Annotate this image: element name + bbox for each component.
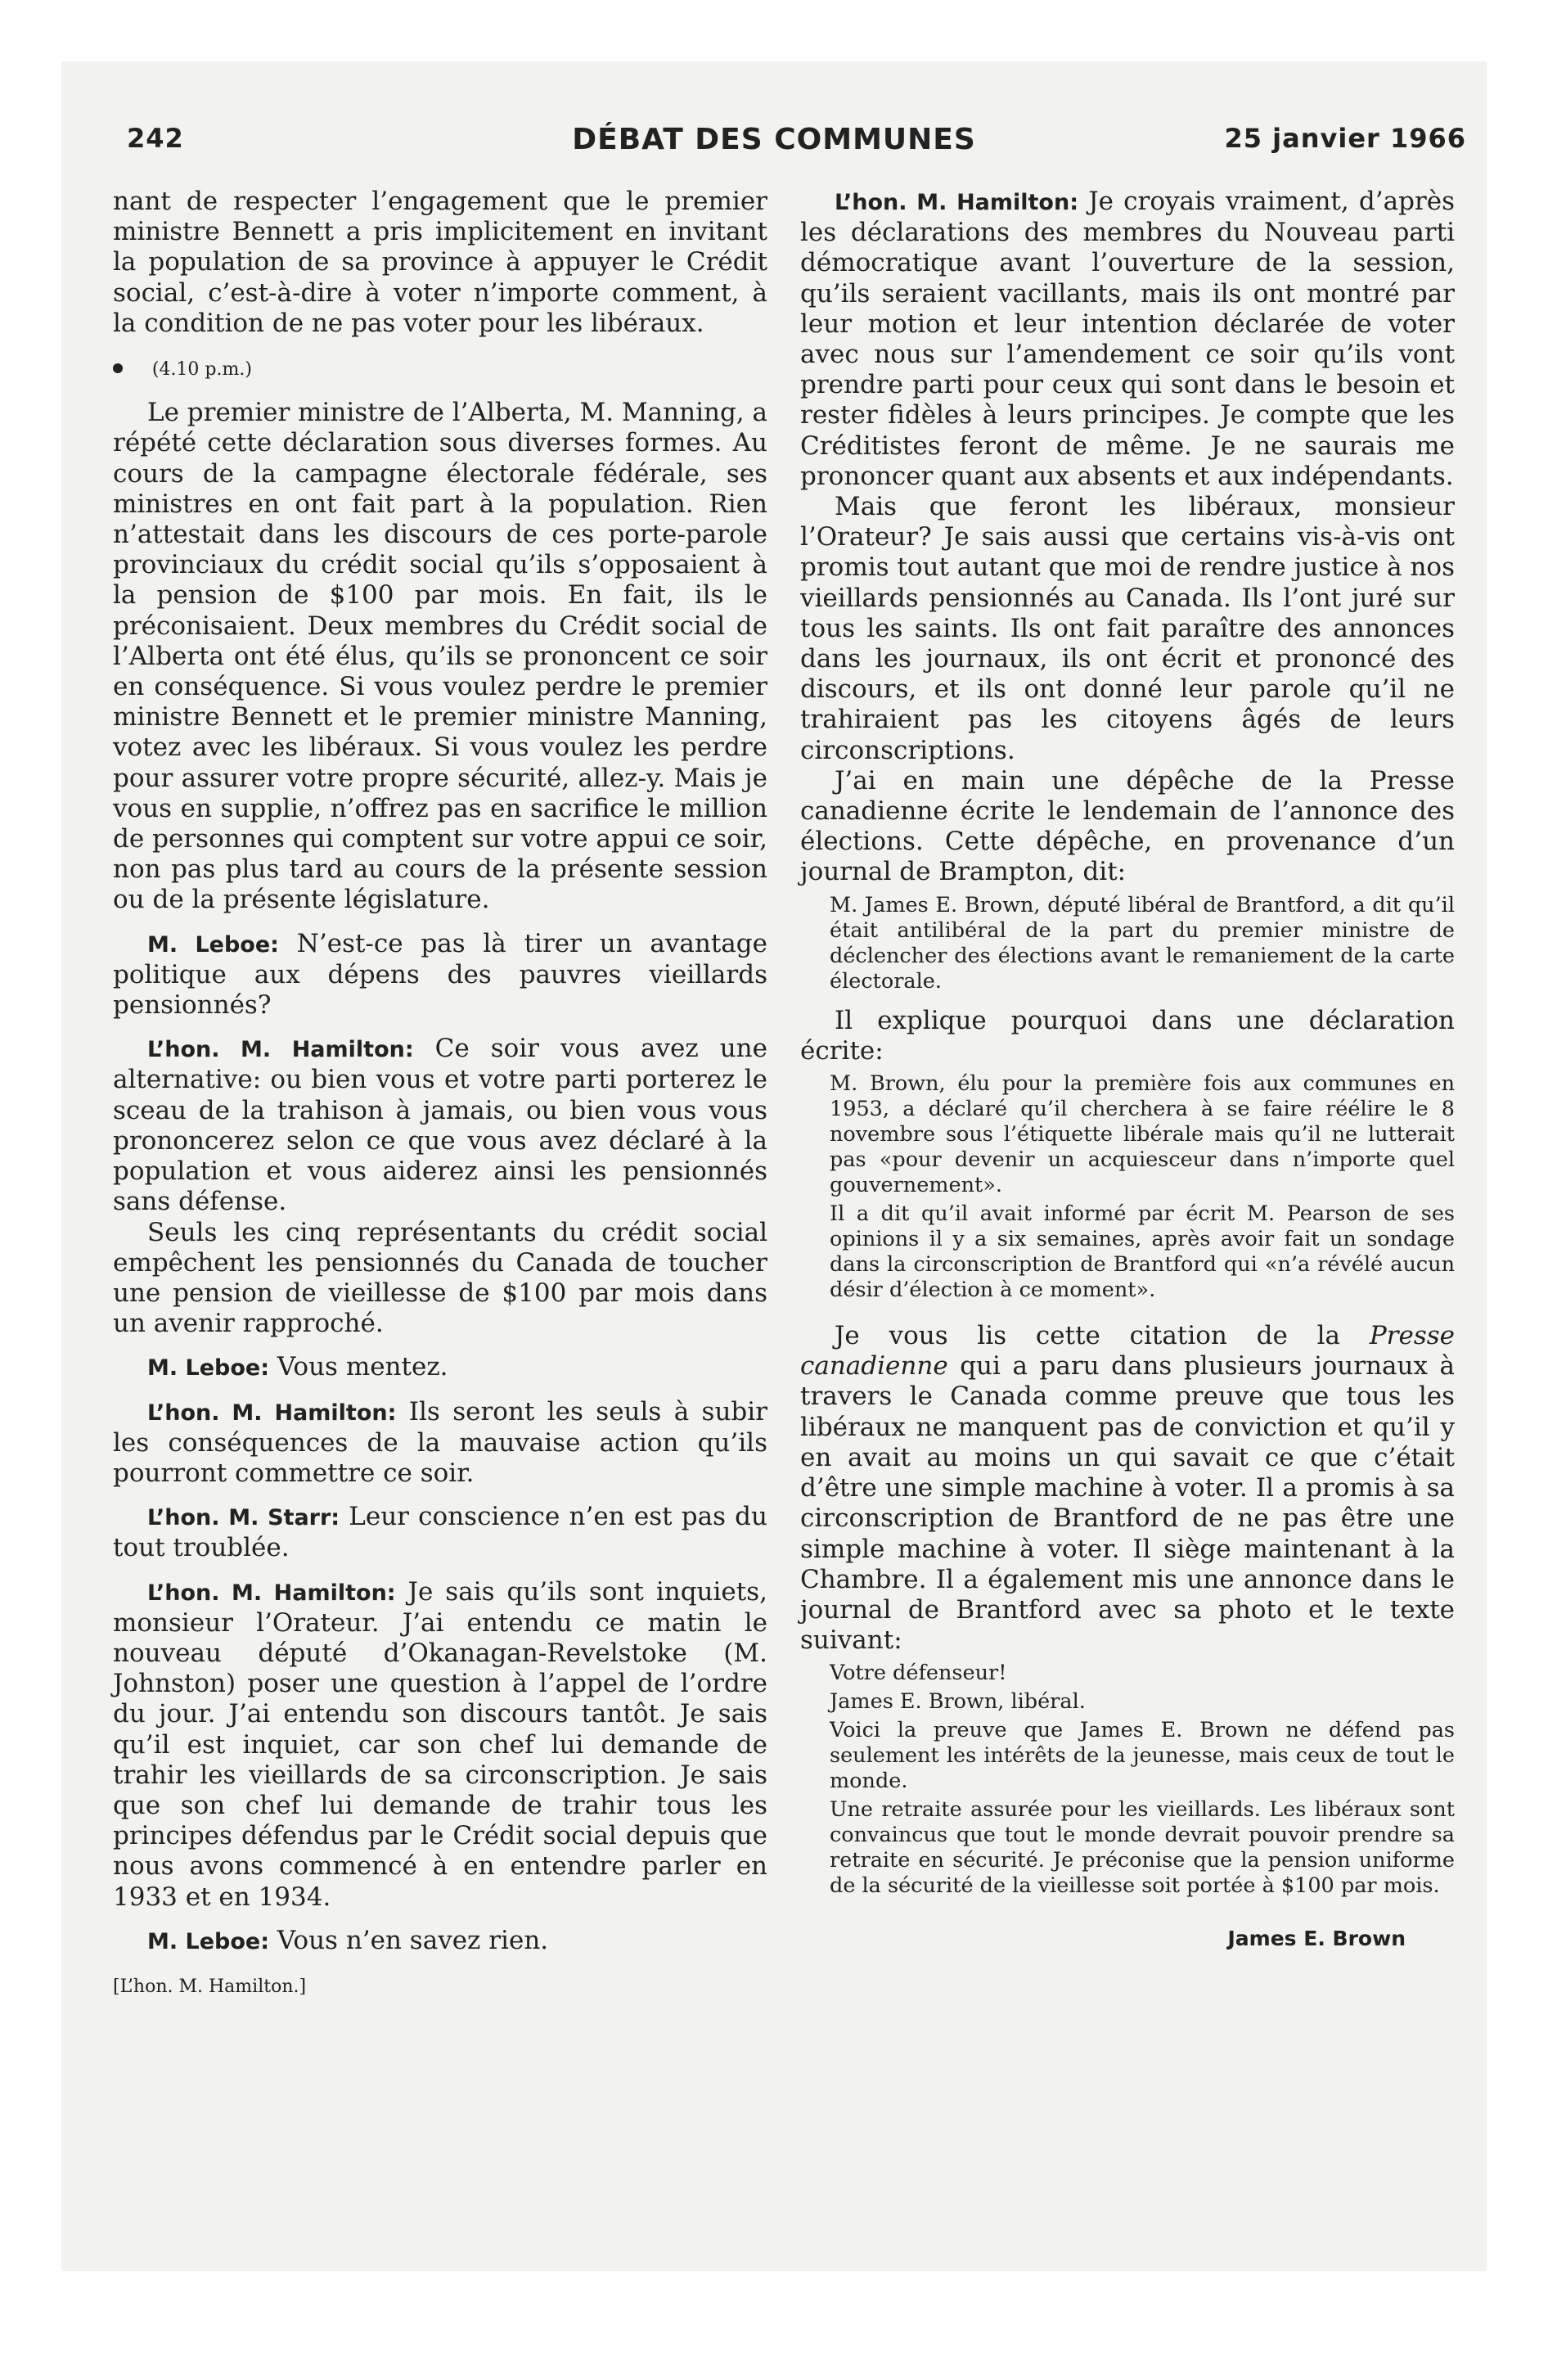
speech bbox=[113, 1352, 767, 1383]
speaker-name: L’hon. M. Starr: bbox=[147, 1505, 340, 1531]
page-title: DÉBAT DES COMMUNES bbox=[572, 123, 976, 156]
paragraph bbox=[800, 1321, 1455, 1656]
paragraph: Seuls les cinq représentants du crédit social empêchent les pensionnés du Canada de toucher une pension de vieillesse de $100 par mois dans un avenir rapproché. bbox=[113, 1217, 767, 1339]
quote-text: Votre défenseur! bbox=[830, 1661, 1007, 1686]
quote-text: Voici la preuve que James E. Brown ne défend pas seulement les intérêts de la jeunesse, mais ceux de tout le monde. bbox=[830, 1718, 1455, 1794]
speaker-name: M. Leboe: bbox=[147, 1355, 270, 1382]
speech-text: Leur conscience n’en est pas du tout troublée. bbox=[113, 1502, 767, 1563]
speech bbox=[113, 929, 767, 1021]
time-marker bbox=[113, 352, 767, 385]
paragraph: Il explique pourquoi dans une déclaration écrite: bbox=[800, 1005, 1455, 1066]
paragraph: Mais que feront les libéraux, monsieur l’Orateur? Je sais aussi que certains vis-à-vis ont promis tout autant que moi de rendre justice à nos vieillards pensionnés au Canada. Ils l’ont juré sur tous les saints. Ils ont fait paraître des annonces dans les journaux, ils ont écrit et prononcé des discours, et ils ont donné leur parole qu’il ne trahiraient pas les citoyens âgés de leurs circonscriptions. bbox=[800, 492, 1455, 765]
paragraph-text: Je vous lis cette citation de la bbox=[835, 1321, 1370, 1351]
speaker-name: M. Leboe: bbox=[147, 931, 279, 958]
speech-text: N’est-ce pas là tirer un avantage politique aux dépens des pauvres vieillards pensionnés? bbox=[113, 928, 767, 1021]
quotation bbox=[830, 893, 1455, 994]
paragraph: Le premier ministre de l’Alberta, M. Manning, a répété cette déclaration sous diverses formes. Au cours de la campagne électorale fédérale, ses ministres en ont fait part à la population. Rien n’attestait dans les discours de ces porte-parole provinciaux du crédit social qu’ils s’opposaient à la pension de $100 par mois. En fait, ils le préconisaient. Deux membres du Crédit social de l’Alberta ont été élus, qu’ils se prononcent ce soir en conséquence. Si vous voulez perdre le premier ministre Bennett et le premier ministre Manning, votez avec les libéraux. Si vous voulez les perdre pour assurer votre propre sécurité, allez-y. Mais je vous en supplie, n’offrez pas en sacrifice le million de personnes qui comptent sur votre appui ce soir, non pas plus tard au cours de la présente session ou de la présente législature. bbox=[113, 398, 767, 915]
quotation bbox=[830, 1071, 1455, 1303]
speaker-name: L’hon. M. Hamilton: bbox=[147, 1037, 414, 1063]
quote-text: M. Brown, élu pour la première fois aux communes en 1953, a déclaré qu’il cherchera à se faire réélire le 8 novembre sous l’étiquette libérale mais qu’il ne lutterait pas «pour devenir un acquiesceur dans n’importe quel gouvernement». bbox=[830, 1071, 1455, 1198]
speaker-name: L’hon. M. Hamilton: bbox=[835, 190, 1079, 215]
left-column bbox=[113, 187, 767, 2002]
speaker-name: L’hon. M. Hamilton: bbox=[147, 1580, 396, 1606]
bullet-icon bbox=[113, 363, 123, 373]
speaker-name: M. Leboe: bbox=[147, 1928, 270, 1954]
quote-text: M. James E. Brown, député libéral de Brantford, a dit qu’il était antilibéral de la part du premier ministre de déclencher des élections avant le remaniement de la carte électorale. bbox=[830, 892, 1455, 994]
right-column bbox=[800, 187, 1455, 1954]
speech-text: Ce soir vous avez une alternative: ou bien vous et votre parti porterez le sceau de la trahison à jamais, ou bien vous vous prononcerez selon ce que vous avez déclaré à la population et vous aiderez ainsi les pensionnés sans défense. bbox=[113, 1034, 767, 1217]
speech bbox=[113, 1397, 767, 1490]
speech-text: Je sais qu’ils sont inquiets, monsieur l’Orateur. J’ai entendu ce matin le nouveau député d’Okanagan-Revelstoke (M. Johnston) poser une question à l’appel de l’ordre du jour. J’ai entendu son discours tantôt. Je sais qu’il est inquiet, car son chef lui demande de trahir les vieillards de sa circonscription. Je sais que son chef lui demande de trahir tous les principes défendus par le Crédit social depuis que nous avons commencé à en entendre parler en 1933 et en 1934. bbox=[113, 1576, 767, 1912]
page-date: 25 janvier 1966 bbox=[1224, 123, 1466, 154]
speech bbox=[113, 1502, 767, 1563]
speaker-name: L’hon. M. Hamilton: bbox=[147, 1400, 397, 1426]
time-stamp: (4.10 p.m.) bbox=[151, 359, 252, 381]
speech bbox=[113, 1577, 767, 1913]
paragraph-text: qui a paru dans plusieurs journaux à travers le Canada comme preuve que tous les libéraux ne manquent pas de conviction et qu’il y en avait au moins un qui savait ce que c’était d’être une simple machine à voter. Il a promis à sa circonscription de Brantford de ne pas être une simple machine à voter. Il siège maintenant à la Chambre. Il a également mis une annonce dans le journal de Brantford avec sa photo et le texte suivant: bbox=[800, 1351, 1455, 1656]
quotation bbox=[830, 1661, 1455, 1899]
signature: James E. Brown bbox=[1227, 1927, 1406, 1951]
speech-text: Vous n’en savez rien. bbox=[269, 1925, 549, 1955]
speech bbox=[113, 1926, 767, 1957]
page-number: 242 bbox=[127, 123, 184, 154]
speaker-attribution: [L’hon. M. Hamilton.] bbox=[113, 1976, 307, 1997]
speech-text: Ils seront les seuls à subir les conséquences de la mauvaise action qu’ils pourront commettre ce soir. bbox=[113, 1396, 767, 1488]
speech bbox=[800, 187, 1455, 492]
paragraph: J’ai en main une dépêche de la Presse canadienne écrite le lendemain de l’annonce des élections. Cette dépêche, en provenance d’un journal de Brampton, dit: bbox=[800, 765, 1455, 887]
publication-name: Presse canadienne bbox=[800, 1321, 1455, 1382]
paragraph: nant de respecter l’engagement que le premier ministre Bennett a pris implicitement en invitant la population de sa province à appuyer le Crédit social, c’est-à-dire à voter n’importe comment, à la condition de ne pas voter pour les libéraux. bbox=[113, 187, 767, 338]
page-header bbox=[61, 123, 1487, 172]
quote-text: Il a dit qu’il avait informé par écrit M. Pearson de ses opinions il y a six semaines, après avoir fait un sondage dans la circonscription de Brantford qui «n’a révélé aucun désir d’élection à ce moment». bbox=[830, 1201, 1455, 1303]
quote-text: Une retraite assurée pour les vieillards. Les libéraux sont convaincus que tout le monde devrait pouvoir prendre sa retraite en sécurité. Je préconise que la pension uniforme de la sécurité de la vieillesse soit portée à $100 par mois. bbox=[830, 1797, 1455, 1899]
quote-text: James E. Brown, libéral. bbox=[830, 1689, 1086, 1715]
speech bbox=[113, 1034, 767, 1217]
speech-text: Vous mentez. bbox=[269, 1352, 448, 1382]
speech-text: Je croyais vraiment, d’après les déclarations des membres du Nouveau parti démocratique avant l’ouverture de la session, qu’ils seraient vacillants, mais ils ont montré par leur motion et leur intention déclarée de voter avec nous sur l’amendement ce soir qu’ils vont prendre parti pour ceux qui sont dans le besoin et rester fidèles à leurs principes. Je compte que les Créditistes feront de même. Je ne saurais me prononcer quant aux absents et aux indépendants. bbox=[800, 187, 1455, 491]
